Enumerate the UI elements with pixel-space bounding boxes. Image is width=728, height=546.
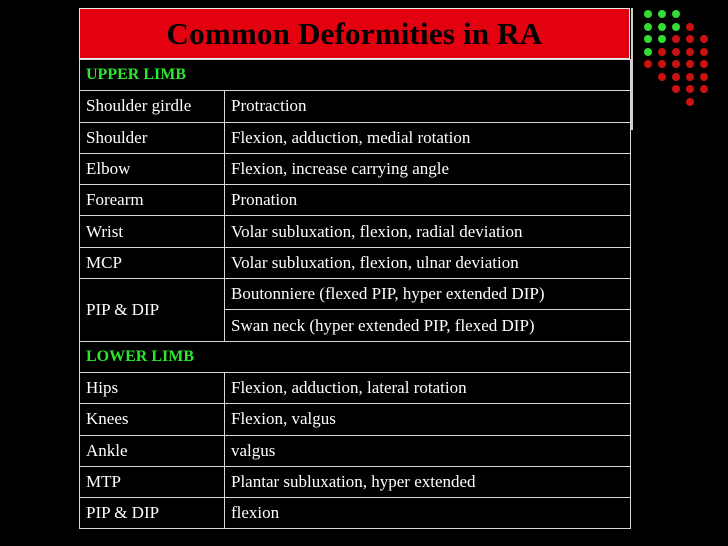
red-dot (686, 73, 694, 81)
deformity-cell: valgus (225, 435, 631, 466)
title-bar (79, 8, 630, 59)
section-heading-lower-limb: LOWER LIMB (80, 341, 631, 372)
joint-cell: Forearm (80, 185, 225, 216)
section-row-lower-limb (80, 341, 631, 372)
deformity-cell: Plantar subluxation, hyper extended (225, 466, 631, 497)
green-dot (644, 35, 652, 43)
red-dot (672, 48, 680, 56)
red-dot (700, 35, 708, 43)
red-dot (658, 48, 666, 56)
red-dot (700, 48, 708, 56)
table-row (80, 185, 631, 216)
green-dot (672, 10, 680, 18)
red-dot (672, 85, 680, 93)
table-row (80, 466, 631, 497)
joint-cell: Shoulder (80, 122, 225, 153)
deformity-cell: Flexion, adduction, medial rotation (225, 122, 631, 153)
joint-cell: MCP (80, 247, 225, 278)
deformity-cell: Flexion, adduction, lateral rotation (225, 372, 631, 403)
deformities-table (79, 59, 631, 529)
table-row (80, 435, 631, 466)
red-dot (686, 23, 694, 31)
red-dot (700, 73, 708, 81)
red-dot (686, 48, 694, 56)
red-dot (658, 73, 666, 81)
joint-cell: Hips (80, 372, 225, 403)
table-row (80, 91, 631, 122)
red-dot (686, 98, 694, 106)
joint-cell: Elbow (80, 153, 225, 184)
table-row (80, 153, 631, 184)
decorative-dot-grid (644, 10, 724, 110)
red-dot (700, 85, 708, 93)
table-row (80, 372, 631, 403)
divider-line (631, 8, 633, 130)
red-dot (672, 73, 680, 81)
deformity-cell: Flexion, increase carrying angle (225, 153, 631, 184)
section-heading-upper-limb: UPPER LIMB (80, 60, 631, 91)
red-dot (644, 60, 652, 68)
green-dot (658, 10, 666, 18)
red-dot (686, 35, 694, 43)
table-row (80, 498, 631, 529)
red-dot (686, 85, 694, 93)
joint-cell: PIP & DIP (80, 279, 225, 342)
table-row (80, 404, 631, 435)
joint-cell: Knees (80, 404, 225, 435)
deformity-cell: Boutonniere (flexed PIP, hyper extended DIP) (225, 279, 631, 310)
joint-cell: Ankle (80, 435, 225, 466)
table-row (80, 279, 631, 310)
green-dot (644, 48, 652, 56)
red-dot (686, 60, 694, 68)
deformity-cell: flexion (225, 498, 631, 529)
slide-title: Common Deformities in RA (166, 15, 543, 51)
red-dot (672, 35, 680, 43)
section-row-upper-limb (80, 60, 631, 91)
joint-cell: MTP (80, 466, 225, 497)
deformity-cell: Volar subluxation, flexion, radial deviation (225, 216, 631, 247)
joint-cell: Wrist (80, 216, 225, 247)
table-row (80, 216, 631, 247)
green-dot (672, 23, 680, 31)
table-row (80, 247, 631, 278)
deformity-cell: Flexion, valgus (225, 404, 631, 435)
green-dot (644, 23, 652, 31)
red-dot (700, 60, 708, 68)
green-dot (644, 10, 652, 18)
deformity-cell: Swan neck (hyper extended PIP, flexed DIP) (225, 310, 631, 341)
deformity-cell: Protraction (225, 91, 631, 122)
red-dot (658, 60, 666, 68)
green-dot (658, 23, 666, 31)
table-row (80, 122, 631, 153)
deformity-cell: Pronation (225, 185, 631, 216)
joint-cell: PIP & DIP (80, 498, 225, 529)
green-dot (658, 35, 666, 43)
deformity-cell: Volar subluxation, flexion, ulnar deviation (225, 247, 631, 278)
joint-cell: Shoulder girdle (80, 91, 225, 122)
red-dot (672, 60, 680, 68)
